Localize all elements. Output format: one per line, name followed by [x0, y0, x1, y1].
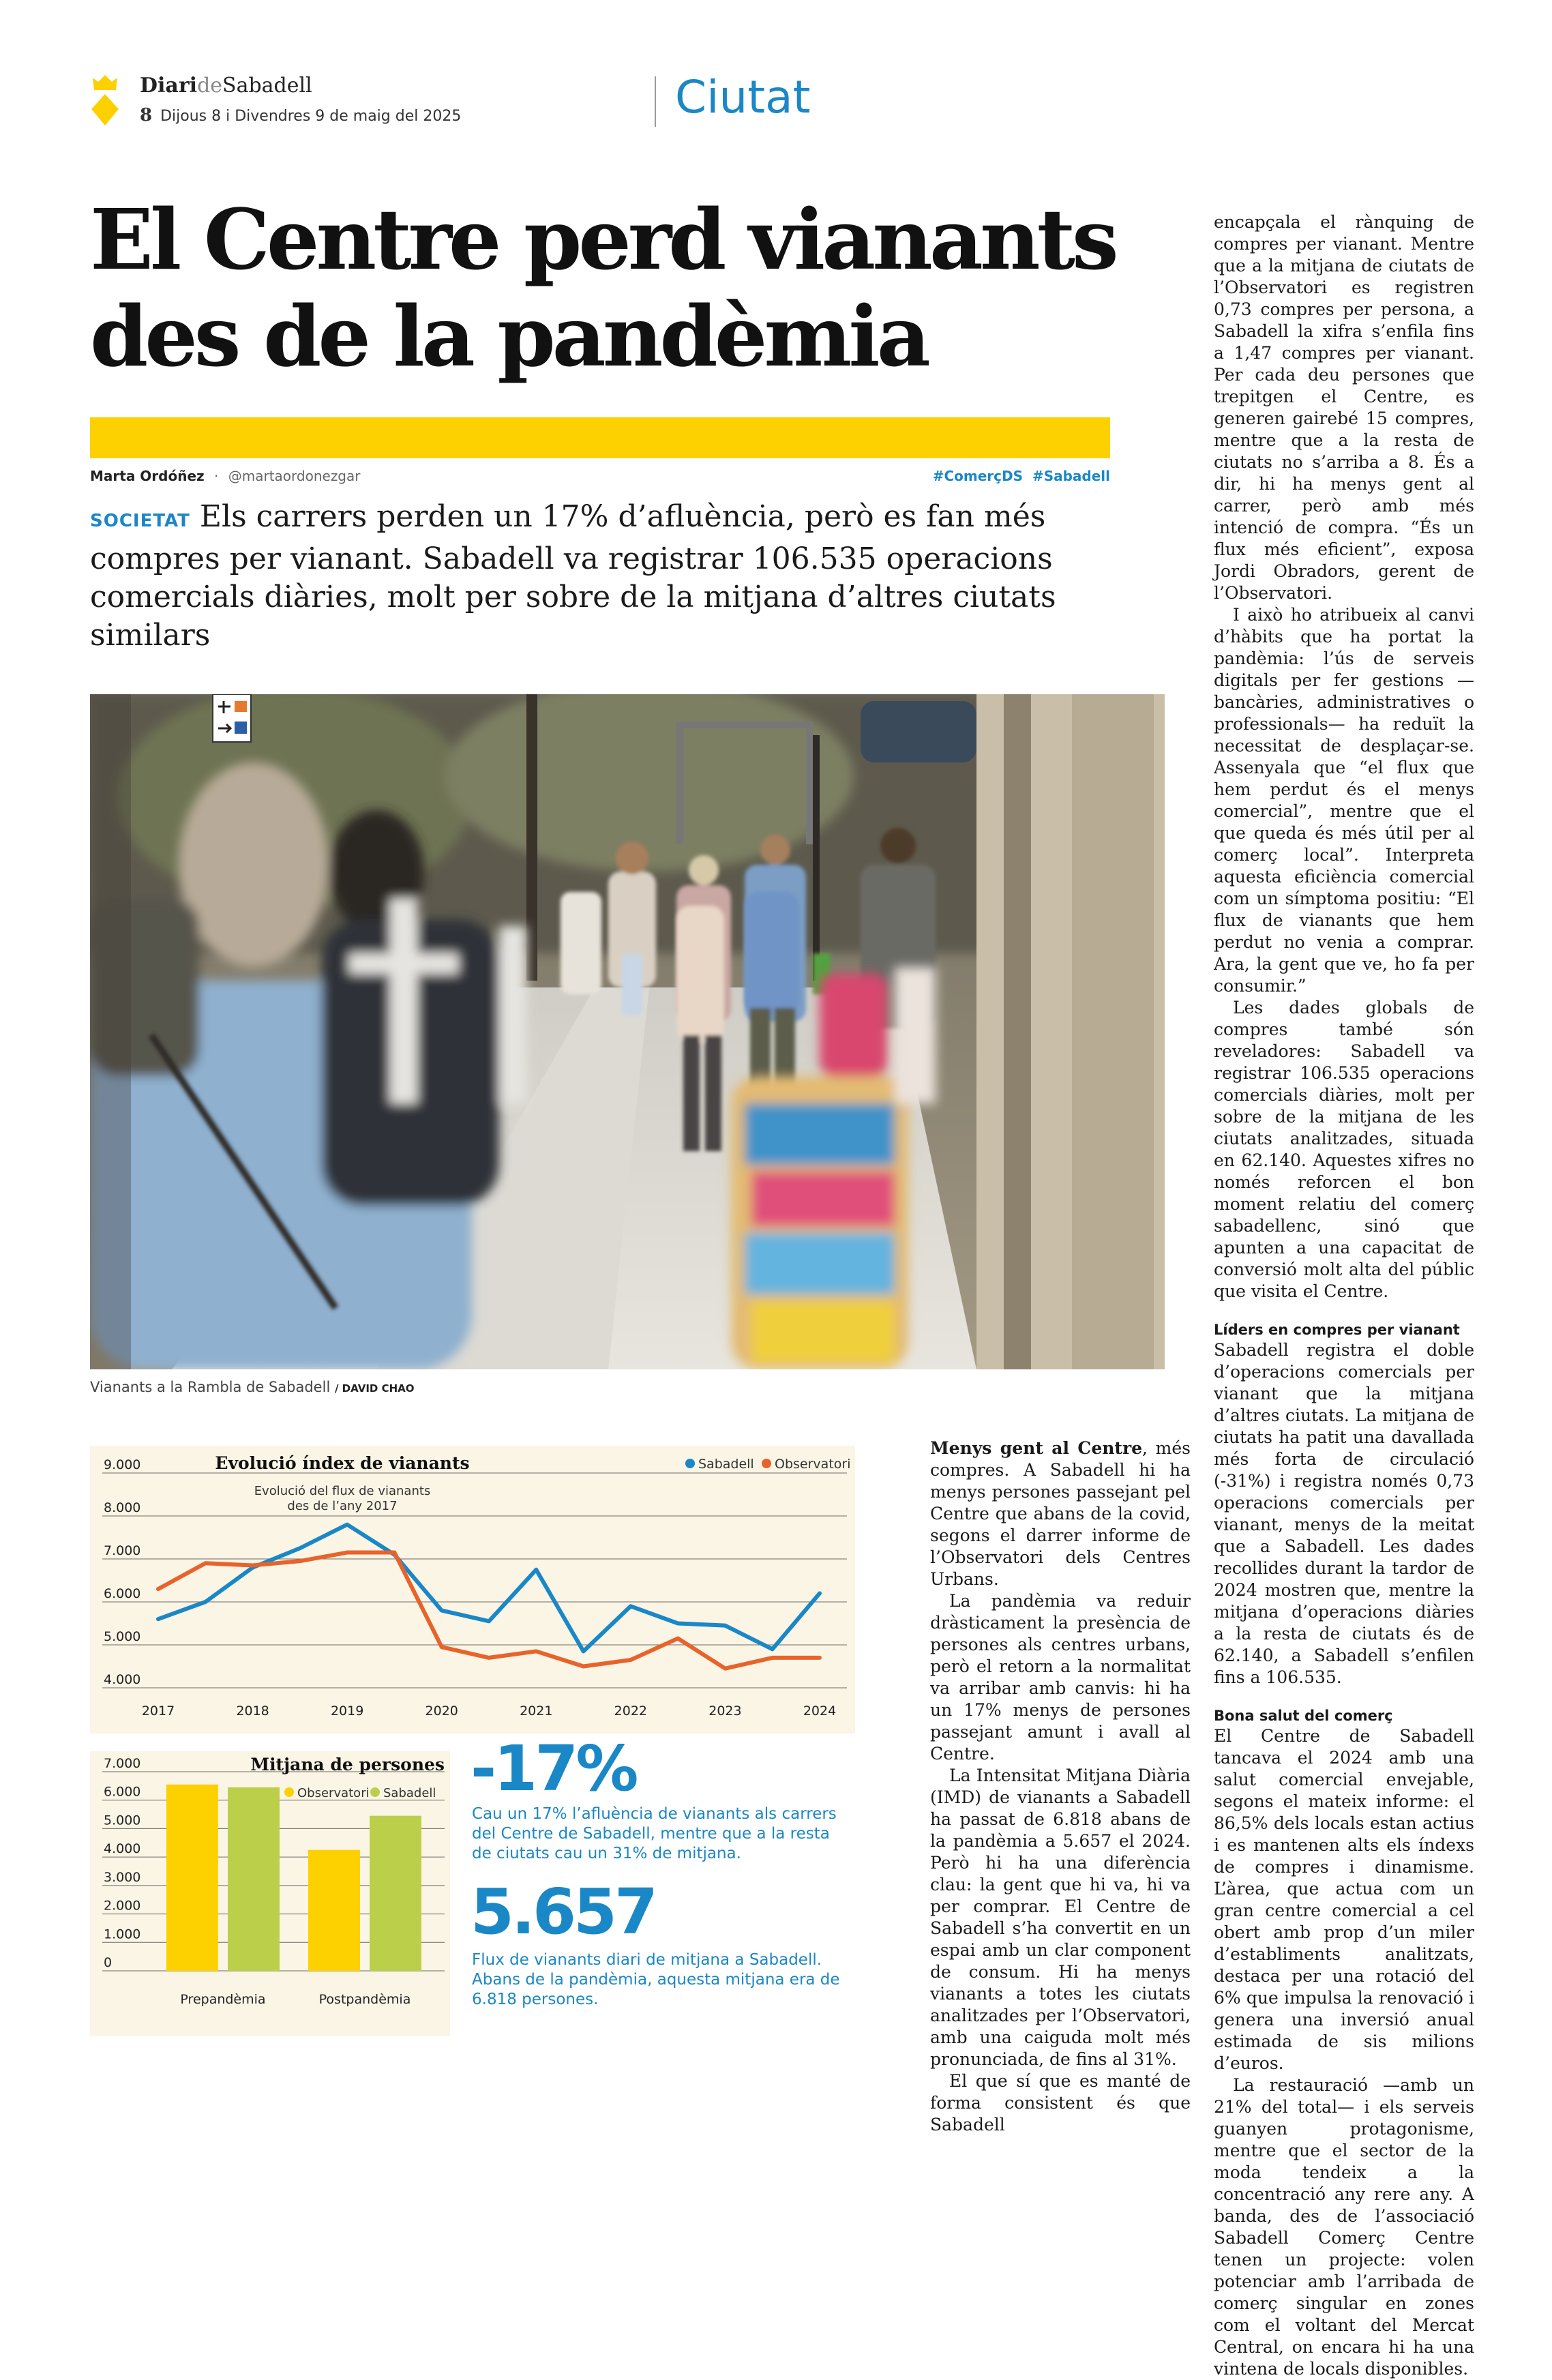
legend-marker [284, 1787, 294, 1797]
stat-1-value: -17% [471, 1732, 636, 1805]
bar-chart-mitjana [90, 1751, 450, 2036]
y-tick-label: 2.000 [104, 1898, 141, 1914]
legend-marker [762, 1459, 771, 1468]
bar-chart-svg [90, 1751, 450, 2036]
body-column-middle [930, 1438, 1191, 2136]
chart-title: Evolució índex de vianants [215, 1453, 470, 1473]
x-tick-label: 2020 [425, 1704, 458, 1719]
body-paragraph: La restauració —amb un 21% del total— i els serveis guanyen protagonisme, mentre que el sector de la moda tendeix a la concentració any rere any. A banda, des de l’associació Sabadell Comerç Centre tenen un projecte: volen potenciar amb l’arribada de comerç singular en zones com el voltant del Mercat Central, on encara hi ha una vintena de locals disponibles. [1214, 2075, 1474, 2379]
brand-diari: Diari [140, 74, 198, 98]
body-paragraph: El Centre de Sabadell tancava el 2024 amb una salut comercial envejable, segons el mateix informe: el 86,5% dels locals estan actius i es mantenen alts els índexs de compres i dinamisme. L’àrea, que actua com un gran centre comercial a cel obert amb prop d’un miler d’establiments analitzats, destaca per una rotació del 6% que impulsa la renovació i genera una inversió anual estimada de sis milions d’euros. [1214, 1726, 1474, 2073]
author-handle[interactable]: @martaordonezgar [228, 468, 361, 484]
y-tick-label: 1.000 [104, 1927, 141, 1942]
masthead[interactable] [140, 74, 312, 98]
bar-observatori [166, 1785, 218, 1971]
street-scene-illustration [90, 694, 1165, 1369]
body-paragraph: Sabadell registra el doble d’operacions comercials per vianant que la mitjana d’altres ciutats. La mitjana de ciutats ha patit una davallada més forta de circulació (-31%) i registra només 0,73 operacions comercials per vianant, menys de la meitat que a Sabadell. Les dades recollides durant la tardor de 2024 mostren que, mentre la mitjana d’operacions diàries a la resta de ciutats és de 62.140, a Sabadell s’enfilen fins a 106.535. [1214, 1340, 1474, 1687]
brand-city: Sabadell [222, 74, 312, 98]
bar-observatori [308, 1850, 360, 1971]
x-tick-label: 2024 [803, 1704, 837, 1719]
body-column-right [1214, 211, 1474, 2380]
run-in-text: , més compres. A Sabadell hi ha menys persones passejant pel Centre que abans de la covid, segons el darrer informe de l’Observatori dels Centres Urbans. [930, 1438, 1191, 1589]
bar-sabadell [370, 1816, 421, 1971]
x-tick-label: 2021 [520, 1704, 553, 1719]
y-tick-label: 9.000 [104, 1457, 141, 1472]
y-tick-label: 5.000 [104, 1629, 141, 1644]
caption-text: Vianants a la Rambla de Sabadell [90, 1379, 331, 1395]
legend-marker [685, 1459, 695, 1468]
photo-credit: / DAVID CHAO [334, 1382, 415, 1395]
x-tick-label: 2022 [614, 1704, 648, 1719]
body-paragraph: El que sí que es manté de forma consistent és que Sabadell [930, 2071, 1191, 2134]
y-tick-label: 6.000 [104, 1586, 141, 1601]
series-line-observatori [158, 1553, 820, 1669]
chart-title: Mitjana de persones [250, 1755, 445, 1774]
article-photo [90, 694, 1165, 1369]
kicker: SOCIETAT [90, 511, 190, 531]
body-paragraph: La pandèmia va reduir dràsticament la presència de persones als centres urbans, però el retorn a la normalitat va arribar amb canvis: hi ha un 17% menys de persones passejant amunt i avall al Centre. [930, 1591, 1191, 1764]
issue-date: Dijous 8 i Divendres 9 de maig del 2025 [160, 108, 462, 125]
x-tick-label: 2017 [141, 1704, 175, 1719]
section-divider [655, 76, 656, 127]
body-paragraph [930, 1438, 1191, 1590]
x-tick-label: 2023 [708, 1704, 742, 1719]
chart-subtitle-line-2: des de l’any 2017 [287, 1499, 398, 1513]
body-paragraph: encapçala el rànquing de compres per vianant. Mentre que a la mitjana de ciutats de l’Observatori es registren 0,73 compres per persona, a Sabadell la xifra s’enfila fins a 1,47 compres per vianant. Per cada deu persones que trepitgen el Centre, es generen gairebé 15 compres, mentre que a la resta de ciutats no s’arriba a 8. És a dir, hi ha menys gent al carrer, però amb més intenció de compra. “És un flux més eficient”, exposa Jordi Obradors, gerent de l’Observatori. [1214, 212, 1474, 603]
subheading: Bona salut del comerç [1214, 1708, 1393, 1724]
page-info [140, 105, 461, 125]
headline-line-1: El Centre perd vianants [90, 190, 1116, 288]
headline-rule [90, 417, 1110, 458]
y-tick-label: 0 [104, 1955, 113, 1970]
legend-label: Sabadell [698, 1457, 754, 1472]
y-tick-label: 3.000 [104, 1869, 141, 1885]
byline [90, 468, 360, 484]
stat-2-text: Flux de vianants diari de mitjana a Sabadell. Abans de la pandèmia, aquesta mitjana era de 6.818 persones. [472, 1951, 840, 2008]
y-tick-label: 5.000 [104, 1813, 141, 1828]
section-title[interactable]: Ciutat [675, 71, 811, 123]
headline-line-2: des de la pandèmia [90, 287, 927, 385]
x-tick-label: Prepandèmia [180, 1992, 266, 2007]
x-tick-label: 2019 [330, 1704, 364, 1719]
line-chart-svg [90, 1446, 855, 1734]
body-paragraph: Les dades globals de compres també són reveladores: Sabadell va registrar 106.535 operacions comercials diàries, molt per sobre de la mitjana de les ciutats analitzades, situada en 62.140. Aquestes xifres no només reforcen el bon moment relatiu del comerç sabadellenc, sinó que apunten a una capacitat de conversió molt alta del públic que visita el Centre. [1214, 998, 1474, 1301]
photo-caption [90, 1379, 415, 1395]
headline [90, 191, 1126, 385]
stat-2-value: 5.657 [471, 1875, 656, 1948]
legend-marker [370, 1787, 380, 1797]
bar-sabadell [228, 1787, 280, 1971]
x-tick-label: Postpandèmia [318, 1992, 411, 2007]
body-paragraph: I això ho atribueix al canvi d’hàbits que ha portat la pandèmia: l’ús de serveis digitals per fer gestions —bancàries, administratives o professionals— ha reduït la necessitat de desplaçar-se. Assenyala que “el flux que hem perdut és el menys comercial”, mentre que el que queda és més útil per al comerç local”. Interpreta aquesta eficiència comercial com un símptoma positiu: “El flux de vianants que hem perdut no venia a comprar. Ara, la gent que ve, ho fa per consumir.” [1214, 605, 1474, 996]
y-tick-label: 8.000 [104, 1500, 141, 1515]
series-line-sabadell [158, 1525, 820, 1652]
hashtags[interactable]: #ComerçDS #Sabadell [932, 468, 1110, 484]
y-tick-label: 7.000 [104, 1756, 141, 1771]
y-tick-label: 7.000 [104, 1543, 141, 1558]
x-tick-label: 2018 [236, 1704, 269, 1719]
byline-separator: · [214, 468, 219, 484]
body-paragraph: La Intensitat Mitjana Diària (IMD) de vianants a Sabadell ha passat de 6.818 abans de la pandèmia a 5.657 el 2024. Però hi ha una diferència clau: la gent que hi va, hi va per comprar. El Centre de Sabadell s’ha convertit en un espai amb un clar component de consum. Hi ha menys vianants a totes les ciutats analitzades per l’Observatori, amb una caiguda molt més pronunciada, de fins al 31%. [930, 1766, 1191, 2069]
lead-text: Els carrers perden un 17% d’afluència, però es fan més compres per vianant. Sabadell va registrar 106.535 operacions comercials diàries, molt per sobre de la mitjana d’altres ciutats similars [90, 499, 1056, 653]
legend-label: Observatori [775, 1457, 851, 1472]
stat-1-text: Cau un 17% l’afluència de vianants als carrers del Centre de Sabadell, mentre que a la resta de ciutats cau un 31% de mitjana. [472, 1805, 837, 1862]
lead-paragraph [90, 498, 1113, 655]
y-tick-label: 6.000 [104, 1784, 141, 1800]
author-name: Marta Ordóñez [90, 468, 205, 484]
page-number: 8 [140, 105, 153, 125]
legend-label: Sabadell [383, 1786, 436, 1800]
chart-subtitle-line-1: Evolució del flux de vianants [254, 1484, 431, 1498]
legend-label: Observatori [297, 1786, 370, 1800]
line-chart-vianants [90, 1446, 855, 1734]
y-tick-label: 4.000 [104, 1841, 141, 1857]
run-in-head: Menys gent al Centre [930, 1438, 1143, 1458]
subheading: Líders en compres per vianant [1214, 1322, 1460, 1338]
diari-logo-icon [90, 74, 120, 128]
brand-de: de [197, 74, 223, 98]
y-tick-label: 4.000 [104, 1672, 141, 1687]
